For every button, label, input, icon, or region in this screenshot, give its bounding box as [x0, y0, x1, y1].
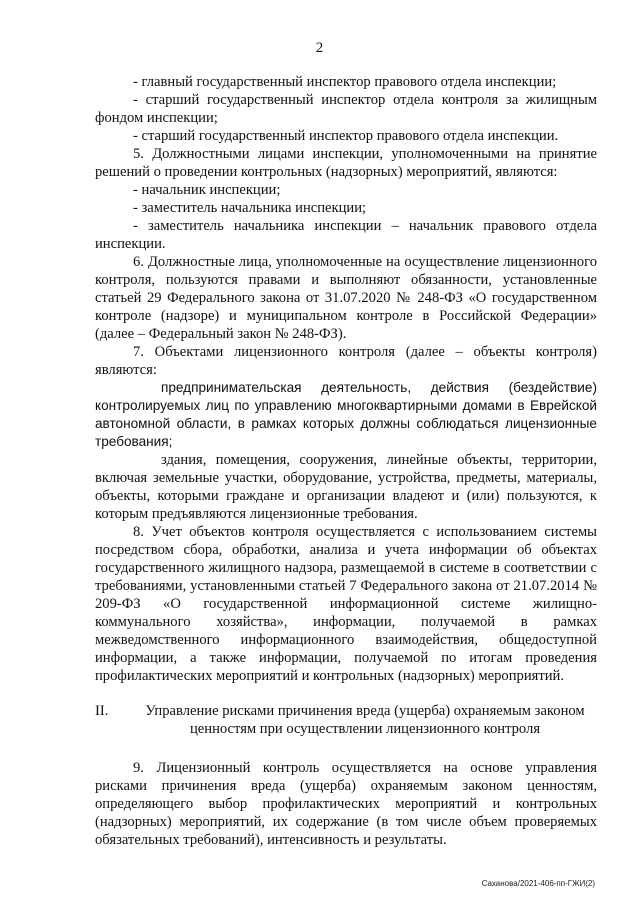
paragraph-list-item: - старший государственный инспектор отдела контроля за жилищным фондом инспекции;: [95, 92, 597, 126]
section-title: Управление рисками причинения вреда (ущерба) охраняемым законом ценностям при осуществлении лицензионного контроля: [145, 703, 585, 737]
paragraph-6: 6. Должностные лица, уполномоченные на осуществление лицензионного контроля, пользуются правами и выполняют обязанности, установленные статьей 29 Федерального закона от 31.07.2020 № 248-ФЗ «О государственном контроле (надзоре) и муниципальном контроле в Российской Федерации» (далее – Федеральный закон № 248-ФЗ).: [95, 254, 597, 342]
section-heading: [95, 702, 597, 738]
paragraph-list-item: - заместитель начальника инспекции – начальник правового отдела инспекции.: [95, 218, 597, 252]
paragraph-object-activity: предпринимательская деятельность, действия (бездействие) контролируемых лиц по управлению многоквартирными домами в Еврейской автономной области, в рамках которых должны соблюдаться лицензионные требования;: [95, 380, 597, 449]
paragraph-8: 8. Учет объектов контроля осуществляется с использованием системы посредством сбора, обработки, анализа и учета информации об объектах государственного жилищного надзора, размещаемой в системе в соответствии с требованиями, установленными статьей 7 Федерального закона от 21.07.2014 № 209-ФЗ «О государственной информационной системе жилищно-коммунального хозяйства», информации, получаемой в рамках межведомственного информационного взаимодействия, общедоступной информации, а также информации, получаемой по итогам проведения профилактических мероприятий и контрольных (надзорных) мероприятий.: [95, 524, 597, 684]
page-number: 2: [315, 40, 324, 56]
paragraph-list-item: - главный государственный инспектор правового отдела инспекции;: [133, 74, 557, 90]
paragraph-7: 7. Объектами лицензионного контроля (далее – объекты контроля) являются:: [95, 344, 597, 378]
document-body: [95, 73, 597, 849]
paragraph-9: 9. Лицензионный контроль осуществляется на основе управления рисками причинения вреда (ущерба) охраняемым законом ценностям, определяющего выбор профилактических мероприятий и контрольных (надзорных) мероприятий, их содержание (в том числе объем проверяемых обязательных требований), интенсивность и результаты.: [95, 760, 597, 848]
paragraph-5: 5. Должностными лицами инспекции, уполномоченными на принятие решений о проведении контрольных (надзорных) мероприятий, являются:: [95, 146, 597, 180]
section-number: II.: [95, 703, 109, 719]
paragraph-list-item: - старший государственный инспектор правового отдела инспекции.: [133, 128, 559, 144]
paragraph-list-item: - заместитель начальника инспекции;: [133, 200, 367, 216]
footer-reference: Саханова/2021-406-пп-ГЖИ(2): [481, 879, 595, 888]
paragraph-object-buildings: здания, помещения, сооружения, линейные объекты, территории, включая земельные участки, оборудование, устройства, предметы, материалы, объекты, которыми граждане и организации владеют и (или) пользуются, к которым предъявляются лицензионные требования.: [95, 452, 597, 522]
paragraph-list-item: - начальник инспекции;: [133, 182, 281, 198]
